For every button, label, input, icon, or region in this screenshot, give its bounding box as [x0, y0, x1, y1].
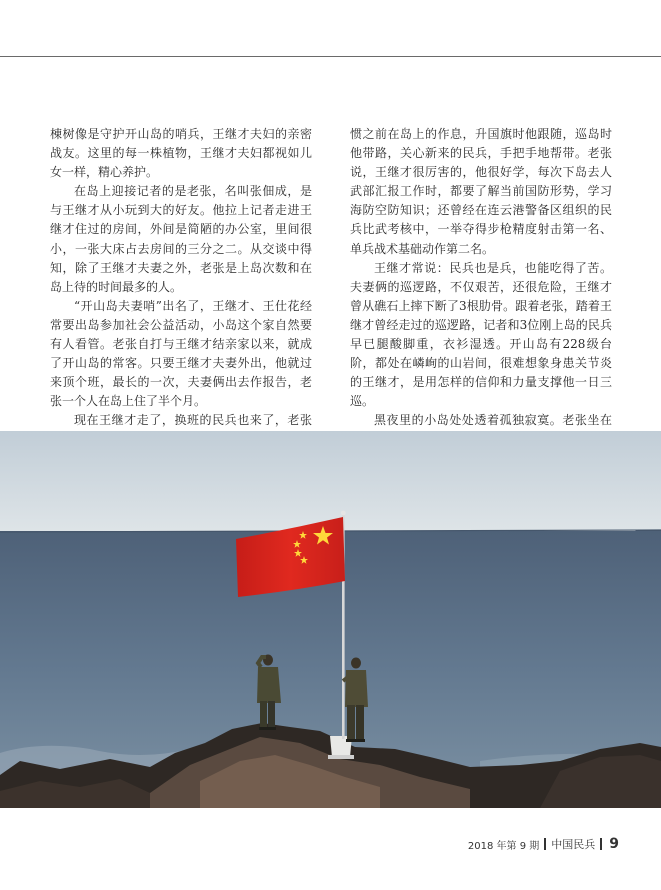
paragraph: “开山岛夫妻哨”出名了，王继才、王仕花经常要出岛参加社会公益活动，小岛这个家自然要有人看管。老张自打与王继才结亲家以来，就成了开山岛的常客。只要王继才夫妻外出，他就过来顶个班，最长的一次，夫妻俩出去作报告，老张一个人在岛上住了半个月。 — [50, 298, 312, 409]
sky — [0, 431, 661, 535]
flag-raising-photo — [0, 431, 661, 808]
paragraph: 在岛上迎接记者的是老张，名叫张佃成，是与王继才从小玩到大的好友。他拉上记者走进王继才住过的房间，外间是简陋的办公室，里间很小，一张大床占去房间的三分之二。从交谈中得知，除了王继才夫妻之外，老张是上岛次数和在岛上待的时间最多的人。 — [50, 184, 312, 294]
article-column-right — [350, 125, 612, 450]
paragraph: 惯之前在岛上的作息，升国旗时他跟随，巡岛时他带路，关心新来的民兵，手把手地帮带。老张说，王继才很厉害的，他很好学，每次下岛去人武部汇报工作时，都要了解当前国防形势，学习海防空防知识；还曾经在连云港警备区组织的民兵比武考核中，一举夺得步枪精度射击第一名、单兵战术基础动作第二名。 — [350, 127, 612, 256]
issue-label: 2018 年第 9 期 — [467, 840, 540, 852]
flagpole-top — [341, 511, 346, 516]
page-number: 9 — [609, 836, 619, 852]
article-column-left — [50, 125, 312, 450]
footer-divider — [600, 838, 602, 850]
paragraph: 王继才常说：民兵也是兵，也能吃得了苦。夫妻俩的巡逻路，不仅艰苦，还很危险，王继才曾从礁石上摔下断了3根肋骨。跟着老张，踏着王继才曾经走过的巡逻路，记者和3位刚上岛的民兵早已腿酸脚重，衣衫湿透。开山岛有228级台阶，都处在嶙峋的山岩间，很难想象身患关节炎的王继才，是用怎样的信仰和力量支撑他一日三巡。 — [350, 260, 612, 409]
paragraph: 黑夜里的小岛处处透着孤独寂寞。老张坐在 — [374, 413, 612, 428]
paragraph: 棟树像是守护开山岛的哨兵，王继才夫妇的亲密战友。这里的每一株植物，王继才夫妇都视如儿女一样，精心养护。 — [50, 127, 312, 180]
magazine-name: 中国民兵 — [551, 838, 596, 851]
page-footer — [468, 836, 619, 852]
paragraph: 现在王继才走了，换班的民兵也来了，老张 — [74, 413, 312, 428]
flagpole-base — [328, 755, 354, 759]
header-rule — [0, 56, 661, 57]
footer-divider — [544, 838, 546, 850]
